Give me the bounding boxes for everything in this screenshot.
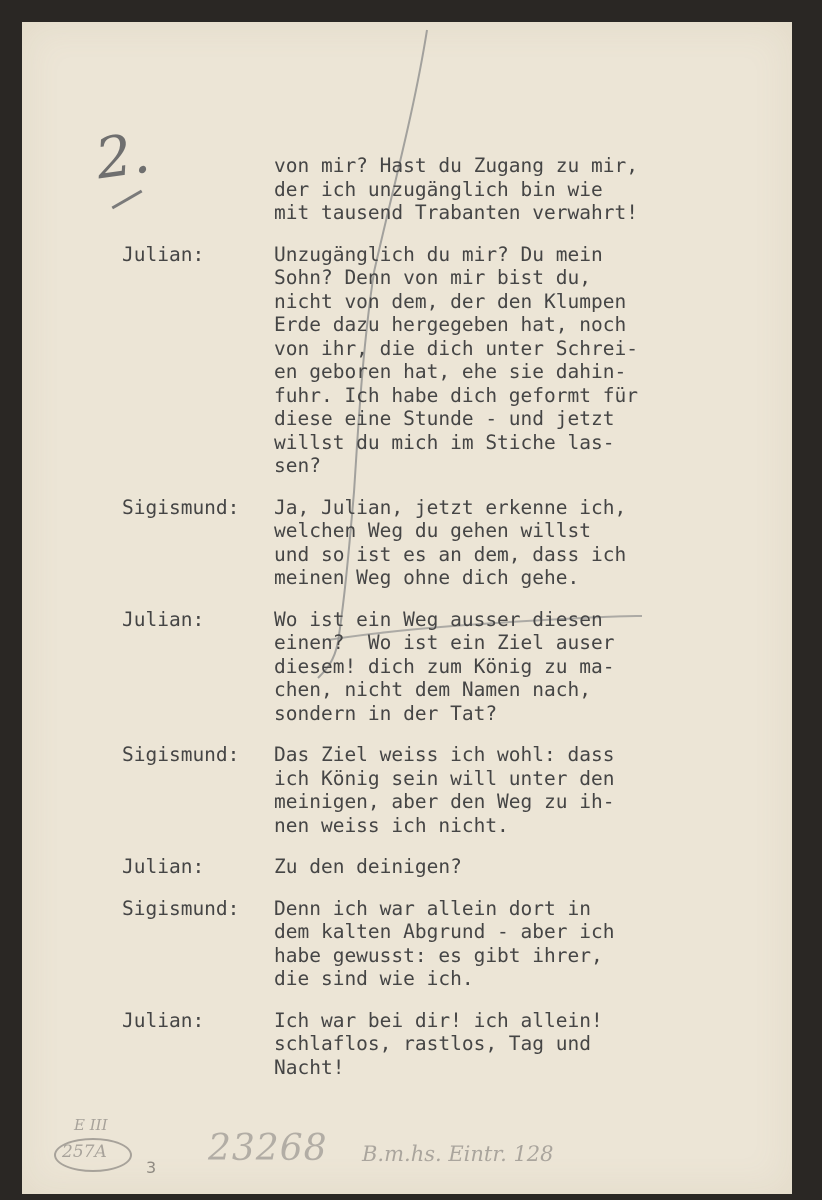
speech-line: Ich war bei dir! ich allein! bbox=[274, 1008, 603, 1032]
speech-line: nen weiss ich nicht. bbox=[274, 813, 509, 837]
handwritten-page-number: 2. bbox=[91, 120, 154, 193]
dialogue-entry bbox=[22, 496, 792, 590]
speech-line: nicht von dem, der den Klumpen bbox=[274, 289, 627, 313]
speech-lines bbox=[272, 1009, 603, 1080]
speech-line: sen? bbox=[274, 454, 321, 477]
speech-lines bbox=[22, 154, 638, 225]
speech-line: chen, nicht dem Namen nach, bbox=[274, 678, 591, 701]
archive-shelf-mark: E III bbox=[74, 1116, 108, 1134]
speech-line: Zu den deinigen? bbox=[274, 855, 462, 878]
dialogue-entry bbox=[22, 743, 792, 837]
archive-leaf-number: 3 bbox=[146, 1158, 157, 1177]
speech-lines bbox=[272, 855, 462, 879]
manuscript-page bbox=[22, 22, 792, 1194]
speech-line: diese eine Stunde - und jetzt bbox=[274, 407, 615, 430]
speech-line: Ja, Julian, jetzt erkenne ich, bbox=[274, 495, 627, 519]
speech-line: der ich unzugänglich bin wie bbox=[274, 177, 603, 201]
speech-line: Erde dazu hergegeben hat, noch bbox=[274, 313, 627, 336]
speech-line: von mir? Hast du Zugang zu mir, bbox=[274, 154, 638, 177]
archive-signature: 257A bbox=[62, 1142, 107, 1162]
speech-line: Unzugänglich du mir? Du mein bbox=[274, 242, 603, 266]
speaker-name: Julian: bbox=[122, 242, 205, 266]
speaker-name: Julian: bbox=[122, 855, 205, 878]
speech-line: mit tausend Trabanten verwahrt! bbox=[274, 201, 638, 224]
archive-inventory-number: 23268 bbox=[208, 1128, 328, 1169]
speech-line: Denn ich war allein dort in bbox=[274, 896, 591, 920]
speech-line: schlaflos, rastlos, Tag und bbox=[274, 1032, 591, 1055]
speech-line: Sohn? Denn von mir bist du, bbox=[274, 266, 591, 289]
dialogue-entry bbox=[22, 1009, 792, 1080]
speech-line: diesem! dich zum König zu ma- bbox=[274, 654, 615, 678]
speech-lines bbox=[272, 496, 626, 590]
speech-line: dem kalten Abgrund - aber ich bbox=[274, 920, 615, 943]
speech-line: Nacht! bbox=[274, 1055, 345, 1079]
dialogue-entry bbox=[22, 608, 792, 726]
speaker-name: Julian: bbox=[122, 607, 205, 631]
speech-line: von ihr, die dich unter Schrei- bbox=[274, 336, 638, 360]
speech-line: en geboren hat, ehe sie dahin- bbox=[274, 360, 627, 383]
speech-line: einen? Wo ist ein Ziel auser bbox=[274, 631, 615, 654]
speech-line: meinen Weg ohne dich gehe. bbox=[274, 566, 580, 589]
speaker-name: Sigismund: bbox=[122, 896, 240, 920]
speech-line: die sind wie ich. bbox=[274, 967, 474, 990]
speech-line: meinigen, aber den Weg zu ih- bbox=[274, 790, 615, 813]
speech-line: sondern in der Tat? bbox=[274, 701, 498, 725]
speech-line: habe gewusst: es gibt ihrer, bbox=[274, 943, 603, 967]
speech-lines bbox=[272, 743, 614, 837]
speech-line: Wo ist ein Weg ausser diesen bbox=[274, 607, 603, 631]
dialogue-entry bbox=[22, 243, 792, 478]
speech-lines bbox=[272, 897, 614, 991]
speaker-name: Sigismund: bbox=[122, 495, 240, 519]
speech-line: willst du mich im Stiche las- bbox=[274, 430, 615, 454]
dialogue-entry bbox=[22, 855, 792, 879]
continued-speech bbox=[22, 154, 792, 225]
archive-signature-oval bbox=[54, 1138, 132, 1172]
archive-entry-note: B.m.hs. Eintr. 128 bbox=[362, 1142, 554, 1166]
speaker-name: Sigismund: bbox=[122, 743, 240, 766]
speech-line: ich König sein will unter den bbox=[274, 766, 615, 790]
speech-line: fuhr. Ich habe dich geformt für bbox=[274, 383, 638, 407]
speaker-name: Julian: bbox=[122, 1008, 205, 1032]
speech-lines bbox=[272, 243, 638, 478]
typewritten-dialogue bbox=[22, 154, 792, 1097]
speech-lines bbox=[272, 608, 614, 726]
speech-line: welchen Weg du gehen willst bbox=[274, 519, 591, 542]
dialogue-entry bbox=[22, 897, 792, 991]
speech-line: und so ist es an dem, dass ich bbox=[274, 542, 627, 566]
speech-line: Das Ziel weiss ich wohl: dass bbox=[274, 743, 615, 766]
